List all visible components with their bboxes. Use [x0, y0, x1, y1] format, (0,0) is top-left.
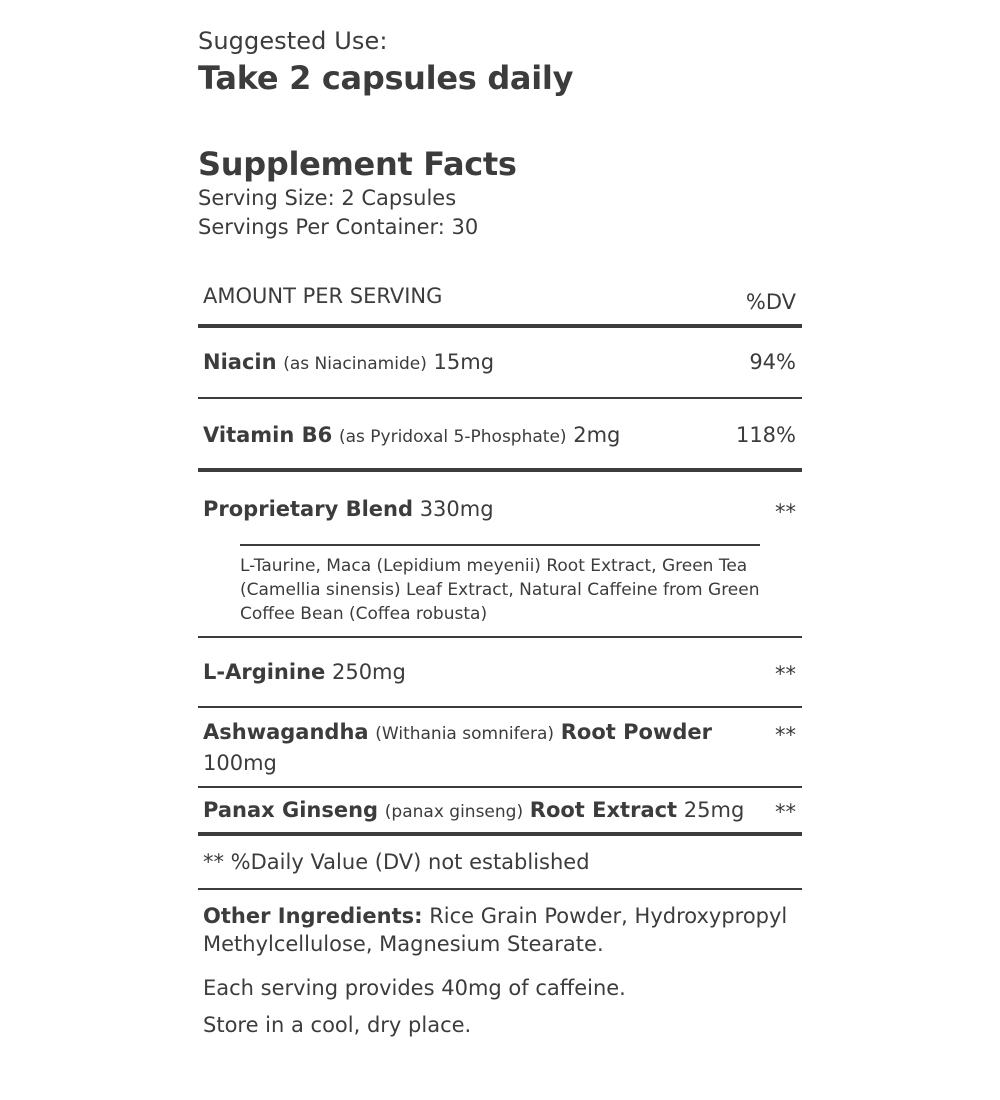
ingredient-dv: **	[775, 500, 796, 524]
servings-per-container: Servings Per Container: 30	[198, 215, 479, 239]
table-row-l-arginine	[198, 638, 802, 708]
serving-size: Serving Size: 2 Capsules	[198, 186, 457, 210]
dv-header: %DV	[745, 290, 796, 314]
ingredient-amount: 25mg	[683, 798, 745, 822]
table-row-panax-ginseng	[198, 788, 802, 836]
table-row-vitamin-b6	[198, 399, 802, 472]
ingredient-amount: 250mg	[331, 660, 406, 684]
table-row-proprietary-blend	[198, 472, 802, 638]
ingredient-name-suffix: Root Extract	[529, 798, 678, 822]
ingredient-dv: **	[775, 723, 796, 747]
ingredient-name: Panax Ginseng	[203, 798, 379, 822]
table-row-ashwagandha	[198, 708, 802, 788]
ingredient-dv: 118%	[735, 423, 796, 447]
other-ingredients	[198, 890, 793, 958]
other-ingredients-label: Other Ingredients:	[203, 904, 423, 928]
suggested-use-label: Suggested Use:	[198, 27, 388, 55]
ingredient-qualifier: (Withania somnifera)	[375, 724, 555, 744]
ingredient-dv: 94%	[749, 350, 796, 374]
suggested-use-value: Take 2 capsules daily	[198, 59, 574, 97]
table-row-niacin	[198, 328, 802, 399]
other-ingredients-value: Rice Grain Powder, Hydroxypropyl Methylcellulose, Magnesium Stearate.	[203, 904, 788, 956]
facts-table	[198, 278, 802, 890]
proprietary-blend-detail: L-Taurine, Maca (Lepidium meyenii) Root Extract, Green Tea (Camellia sinensis) Leaf Extract, Natural Caffeine from Green Coffee Bean (Coffea robusta)	[240, 544, 760, 636]
ingredient-name: Ashwagandha	[203, 720, 369, 744]
ingredient-name: Vitamin B6	[203, 423, 333, 447]
ingredient-qualifier: (as Niacinamide)	[283, 354, 427, 374]
caffeine-note: Each serving provides 40mg of caffeine.	[203, 976, 626, 1000]
ingredient-qualifier: (as Pyridoxal 5-Phosphate)	[338, 427, 567, 447]
supplement-facts-title: Supplement Facts	[198, 145, 517, 183]
supplement-label	[198, 26, 802, 1039]
ingredient-name-suffix: Root Powder	[560, 720, 712, 744]
storage-note: Store in a cool, dry place.	[203, 1013, 472, 1037]
ingredient-amount: 330mg	[419, 497, 494, 521]
ingredient-amount: 2mg	[573, 423, 621, 447]
ingredient-qualifier: (panax ginseng)	[384, 802, 524, 822]
ingredient-dv: **	[775, 662, 796, 686]
ingredient-name: Proprietary Blend	[203, 497, 413, 521]
dv-footnote: ** %Daily Value (DV) not established	[198, 836, 802, 890]
ingredient-name: Niacin	[203, 350, 277, 374]
ingredient-amount: 100mg	[203, 751, 277, 775]
facts-table-header	[198, 278, 802, 328]
ingredient-name: L-Arginine	[203, 660, 326, 684]
ingredient-dv: **	[775, 800, 796, 824]
amount-per-serving-header: AMOUNT PER SERVING	[203, 284, 443, 308]
ingredient-amount: 15mg	[433, 350, 495, 374]
